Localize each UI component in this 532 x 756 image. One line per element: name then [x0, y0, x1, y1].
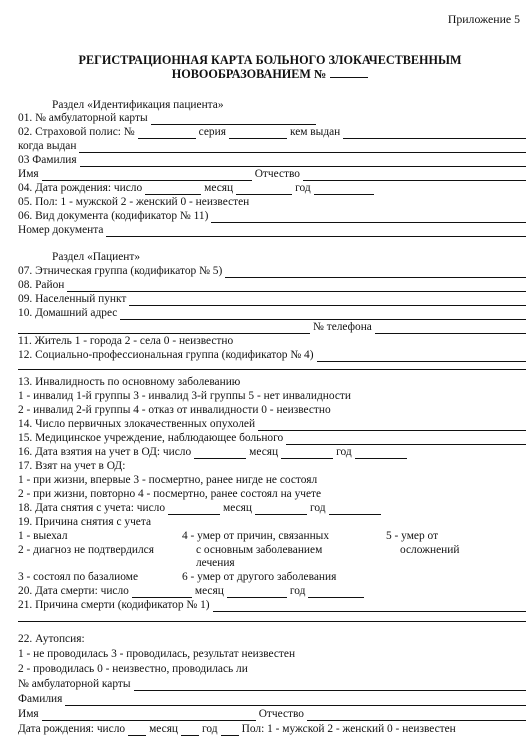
row-11	[18, 334, 526, 348]
row-05	[18, 195, 526, 209]
autopsy-label: 22. Аутопсия:	[18, 633, 85, 645]
deregistration-month-field[interactable]	[255, 503, 307, 515]
reason-option-4b: с основным заболеванием	[196, 544, 323, 556]
row-12	[18, 348, 526, 362]
row-08	[18, 278, 526, 292]
phone-field[interactable]	[375, 322, 526, 334]
row-surname	[18, 692, 526, 706]
locality-field[interactable]	[129, 294, 526, 306]
home-address-field[interactable]	[120, 308, 526, 320]
row-18	[18, 501, 526, 515]
row-22-opt1	[18, 647, 526, 661]
policy-number-field[interactable]	[138, 127, 196, 139]
ethnic-group-field[interactable]	[225, 266, 526, 278]
row-13-opt2	[18, 403, 526, 417]
row-21	[18, 598, 526, 612]
locality-label: 09. Населенный пункт	[18, 293, 127, 305]
policy-number-label: 02. Страховой полис: №	[18, 126, 135, 138]
deregistration-day-field[interactable]	[168, 503, 220, 515]
row-02-issued	[18, 139, 526, 153]
row-01-label: 01. № амбулаторной карты	[18, 112, 148, 124]
row-13	[18, 375, 526, 389]
autopsy-options-1: 1 - не проводилась 3 - проводилась, результат неизвестен	[18, 648, 296, 660]
registration-day-field[interactable]	[194, 447, 246, 459]
row-04	[18, 181, 526, 195]
registration-year-field[interactable]	[355, 447, 407, 459]
tear-patronymic-field[interactable]	[307, 709, 526, 721]
name-label: Имя	[18, 168, 39, 180]
birth-month-field[interactable]	[236, 183, 292, 195]
document-type-label: 06. Вид документа (кодификатор № 11)	[18, 210, 209, 222]
title-line-2: НОВООБРАЗОВАНИЕМ №	[171, 67, 327, 81]
document-number-label: Номер документа	[18, 224, 104, 236]
tear-sex-options: Пол: 1 - мужской 2 - женский 0 - неизвестен	[241, 723, 456, 735]
birth-month-label: месяц	[204, 182, 234, 194]
tear-birth-day-field[interactable]	[128, 724, 146, 736]
ethnic-group-label: 07. Этническая группа (кодификатор № 5)	[18, 265, 223, 277]
appendix-label: Приложение 5	[447, 12, 520, 26]
reason-option-2: 2 - диагноз не подтвердился	[18, 544, 154, 556]
row-15	[18, 431, 526, 445]
row-13-opt1	[18, 389, 526, 403]
registration-options-2: 2 - при жизни, повторно 4 - посмертно, ранее состоял на учете	[18, 488, 322, 500]
tear-name-field[interactable]	[42, 709, 256, 721]
section-identification	[52, 98, 526, 112]
deregistration-year-field[interactable]	[329, 503, 381, 515]
death-year-label: год	[289, 585, 306, 597]
disability-options-1: 1 - инвалид 1-й группы 3 - инвалид 3-й группы 5 - нет инвалидности	[18, 390, 351, 402]
district-label: 08. Район	[18, 279, 65, 291]
row-02	[18, 125, 526, 139]
tear-card-number-label: № амбулаторной карты	[18, 678, 131, 690]
row-22-opt2	[18, 662, 526, 676]
document-number-field[interactable]	[106, 225, 526, 237]
row-docnum	[18, 223, 526, 237]
row-10	[18, 306, 526, 320]
row-name-2	[18, 707, 526, 721]
social-group-label: 12. Социально-профессиональная группа (кодификатор № 4)	[18, 349, 314, 361]
row-16	[18, 445, 526, 459]
surname-field[interactable]	[80, 155, 526, 167]
policy-series-label: серия	[198, 126, 226, 138]
death-cause-label: 21. Причина смерти (кодификатор № 1)	[18, 599, 210, 611]
title-line-1: РЕГИСТРАЦИОННАЯ КАРТА БОЛЬНОГО ЗЛОКАЧЕСТВЕННЫМ	[78, 53, 462, 67]
registration-year-label: год	[336, 446, 352, 458]
section-identification-label: Раздел «Идентификация пациента»	[52, 99, 224, 111]
tumor-count-label: 14. Число первичных злокачественных опухолей	[18, 418, 256, 430]
ambulatory-card-field[interactable]	[151, 113, 316, 125]
disability-options-2: 2 - инвалид 2-й группы 4 - отказ от инвалидности 0 - неизвестно	[18, 404, 331, 416]
death-month-label: месяц	[194, 585, 224, 597]
form-title	[60, 53, 480, 81]
district-field[interactable]	[67, 280, 526, 292]
phone-label: № телефона	[313, 321, 372, 333]
policy-series-field[interactable]	[229, 127, 287, 139]
death-month-field[interactable]	[227, 586, 287, 598]
patronymic-field[interactable]	[303, 169, 526, 181]
birth-year-label: год	[295, 182, 311, 194]
name-field[interactable]	[42, 169, 252, 181]
tear-surname-label: Фамилия	[18, 693, 63, 705]
deregistration-month-label: месяц	[223, 502, 252, 514]
tear-surname-field[interactable]	[65, 694, 526, 706]
reason-option-3: 3 - состоял по базалиоме	[18, 571, 139, 583]
death-cause-continuation-line[interactable]	[18, 621, 526, 622]
policy-issued-field[interactable]	[79, 141, 526, 153]
section-patient	[52, 250, 526, 264]
card-number-blank[interactable]	[330, 67, 368, 78]
reason-option-6: 6 - умер от другого заболевания	[182, 571, 337, 583]
registration-month-label: месяц	[249, 446, 279, 458]
tear-patronymic-label: Отчество	[258, 708, 304, 720]
surname-label: 03 Фамилия	[18, 154, 77, 166]
address-continuation-field[interactable]	[18, 322, 310, 334]
registration-day-label: 16. Дата взятия на учет в ОД: число	[18, 446, 192, 458]
autopsy-options-2: 2 - проводилась 0 - неизвестно, проводилась ли	[18, 663, 248, 675]
deregistration-reason-label: 19. Причина снятия с учета	[18, 516, 152, 528]
row-card	[18, 677, 526, 691]
policy-issuer-field[interactable]	[343, 127, 526, 139]
sex-options: 05. Пол: 1 - мужской 2 - женский 0 - неизвестен	[18, 196, 250, 208]
row-17-opt1	[18, 473, 526, 487]
tear-birth-month-label: месяц	[149, 723, 179, 735]
registration-options-1: 1 - при жизни, впервые 3 - посмертно, ранее нигде не состоял	[18, 474, 318, 486]
section-patient-label: Раздел «Пациент»	[52, 251, 141, 263]
row-07	[18, 264, 526, 278]
deregistration-year-label: год	[309, 502, 326, 514]
medical-institution-label: 15. Медицинское учреждение, наблюдающее больного	[18, 432, 284, 444]
row-birth-2	[18, 722, 526, 736]
birth-year-field[interactable]	[314, 183, 374, 195]
tear-name-label: Имя	[18, 708, 39, 720]
tear-birth-year-field[interactable]	[221, 724, 239, 736]
separator-line	[18, 369, 526, 370]
death-day-field[interactable]	[132, 586, 192, 598]
medical-institution-field[interactable]	[286, 433, 526, 445]
tear-birth-month-field[interactable]	[181, 724, 199, 736]
row-09	[18, 292, 526, 306]
row-22	[18, 632, 526, 646]
tear-birth-day-label: Дата рождения: число	[18, 723, 126, 735]
policy-issuer-label: кем выдан	[289, 126, 341, 138]
reason-option-4c: лечения	[196, 557, 235, 569]
reason-option-5b: осложнений	[400, 544, 460, 556]
tumor-count-field[interactable]	[258, 419, 526, 431]
patronymic-label: Отчество	[254, 168, 300, 180]
title-line-2-wrap	[60, 67, 480, 81]
row-14	[18, 417, 526, 431]
disability-label: 13. Инвалидность по основному заболеванию	[18, 376, 241, 388]
reason-option-1: 1 - выехал	[18, 530, 68, 542]
social-group-field[interactable]	[317, 350, 526, 362]
row-17-opt2	[18, 487, 526, 501]
row-03	[18, 153, 526, 167]
deregistration-day-label: 18. Дата снятия с учета: число	[18, 502, 166, 514]
home-address-label: 10. Домашний адрес	[18, 307, 118, 319]
death-cause-field[interactable]	[213, 600, 526, 612]
row-19	[18, 515, 526, 529]
reason-option-5a: 5 - умер от	[386, 530, 439, 542]
residence-options: 11. Житель 1 - города 2 - села 0 - неизвестно	[18, 335, 234, 347]
row-phone	[18, 320, 526, 334]
reason-option-4a: 4 - умер от причин, связанных	[182, 530, 330, 542]
death-day-label: 20. Дата смерти: число	[18, 585, 129, 597]
document-type-field[interactable]	[211, 211, 526, 223]
policy-issued-label: когда выдан	[18, 140, 77, 152]
row-20	[18, 584, 526, 598]
tear-birth-year-label: год	[202, 723, 218, 735]
registration-type-label: 17. Взят на учет в ОД:	[18, 460, 126, 472]
birth-day-field[interactable]	[145, 183, 201, 195]
row-01	[18, 111, 526, 125]
registration-month-field[interactable]	[281, 447, 333, 459]
row-name	[18, 167, 526, 181]
tear-card-number-field[interactable]	[134, 679, 526, 691]
death-year-field[interactable]	[308, 586, 364, 598]
birth-day-label: 04. Дата рождения: число	[18, 182, 143, 194]
row-06	[18, 209, 526, 223]
row-17	[18, 459, 526, 473]
